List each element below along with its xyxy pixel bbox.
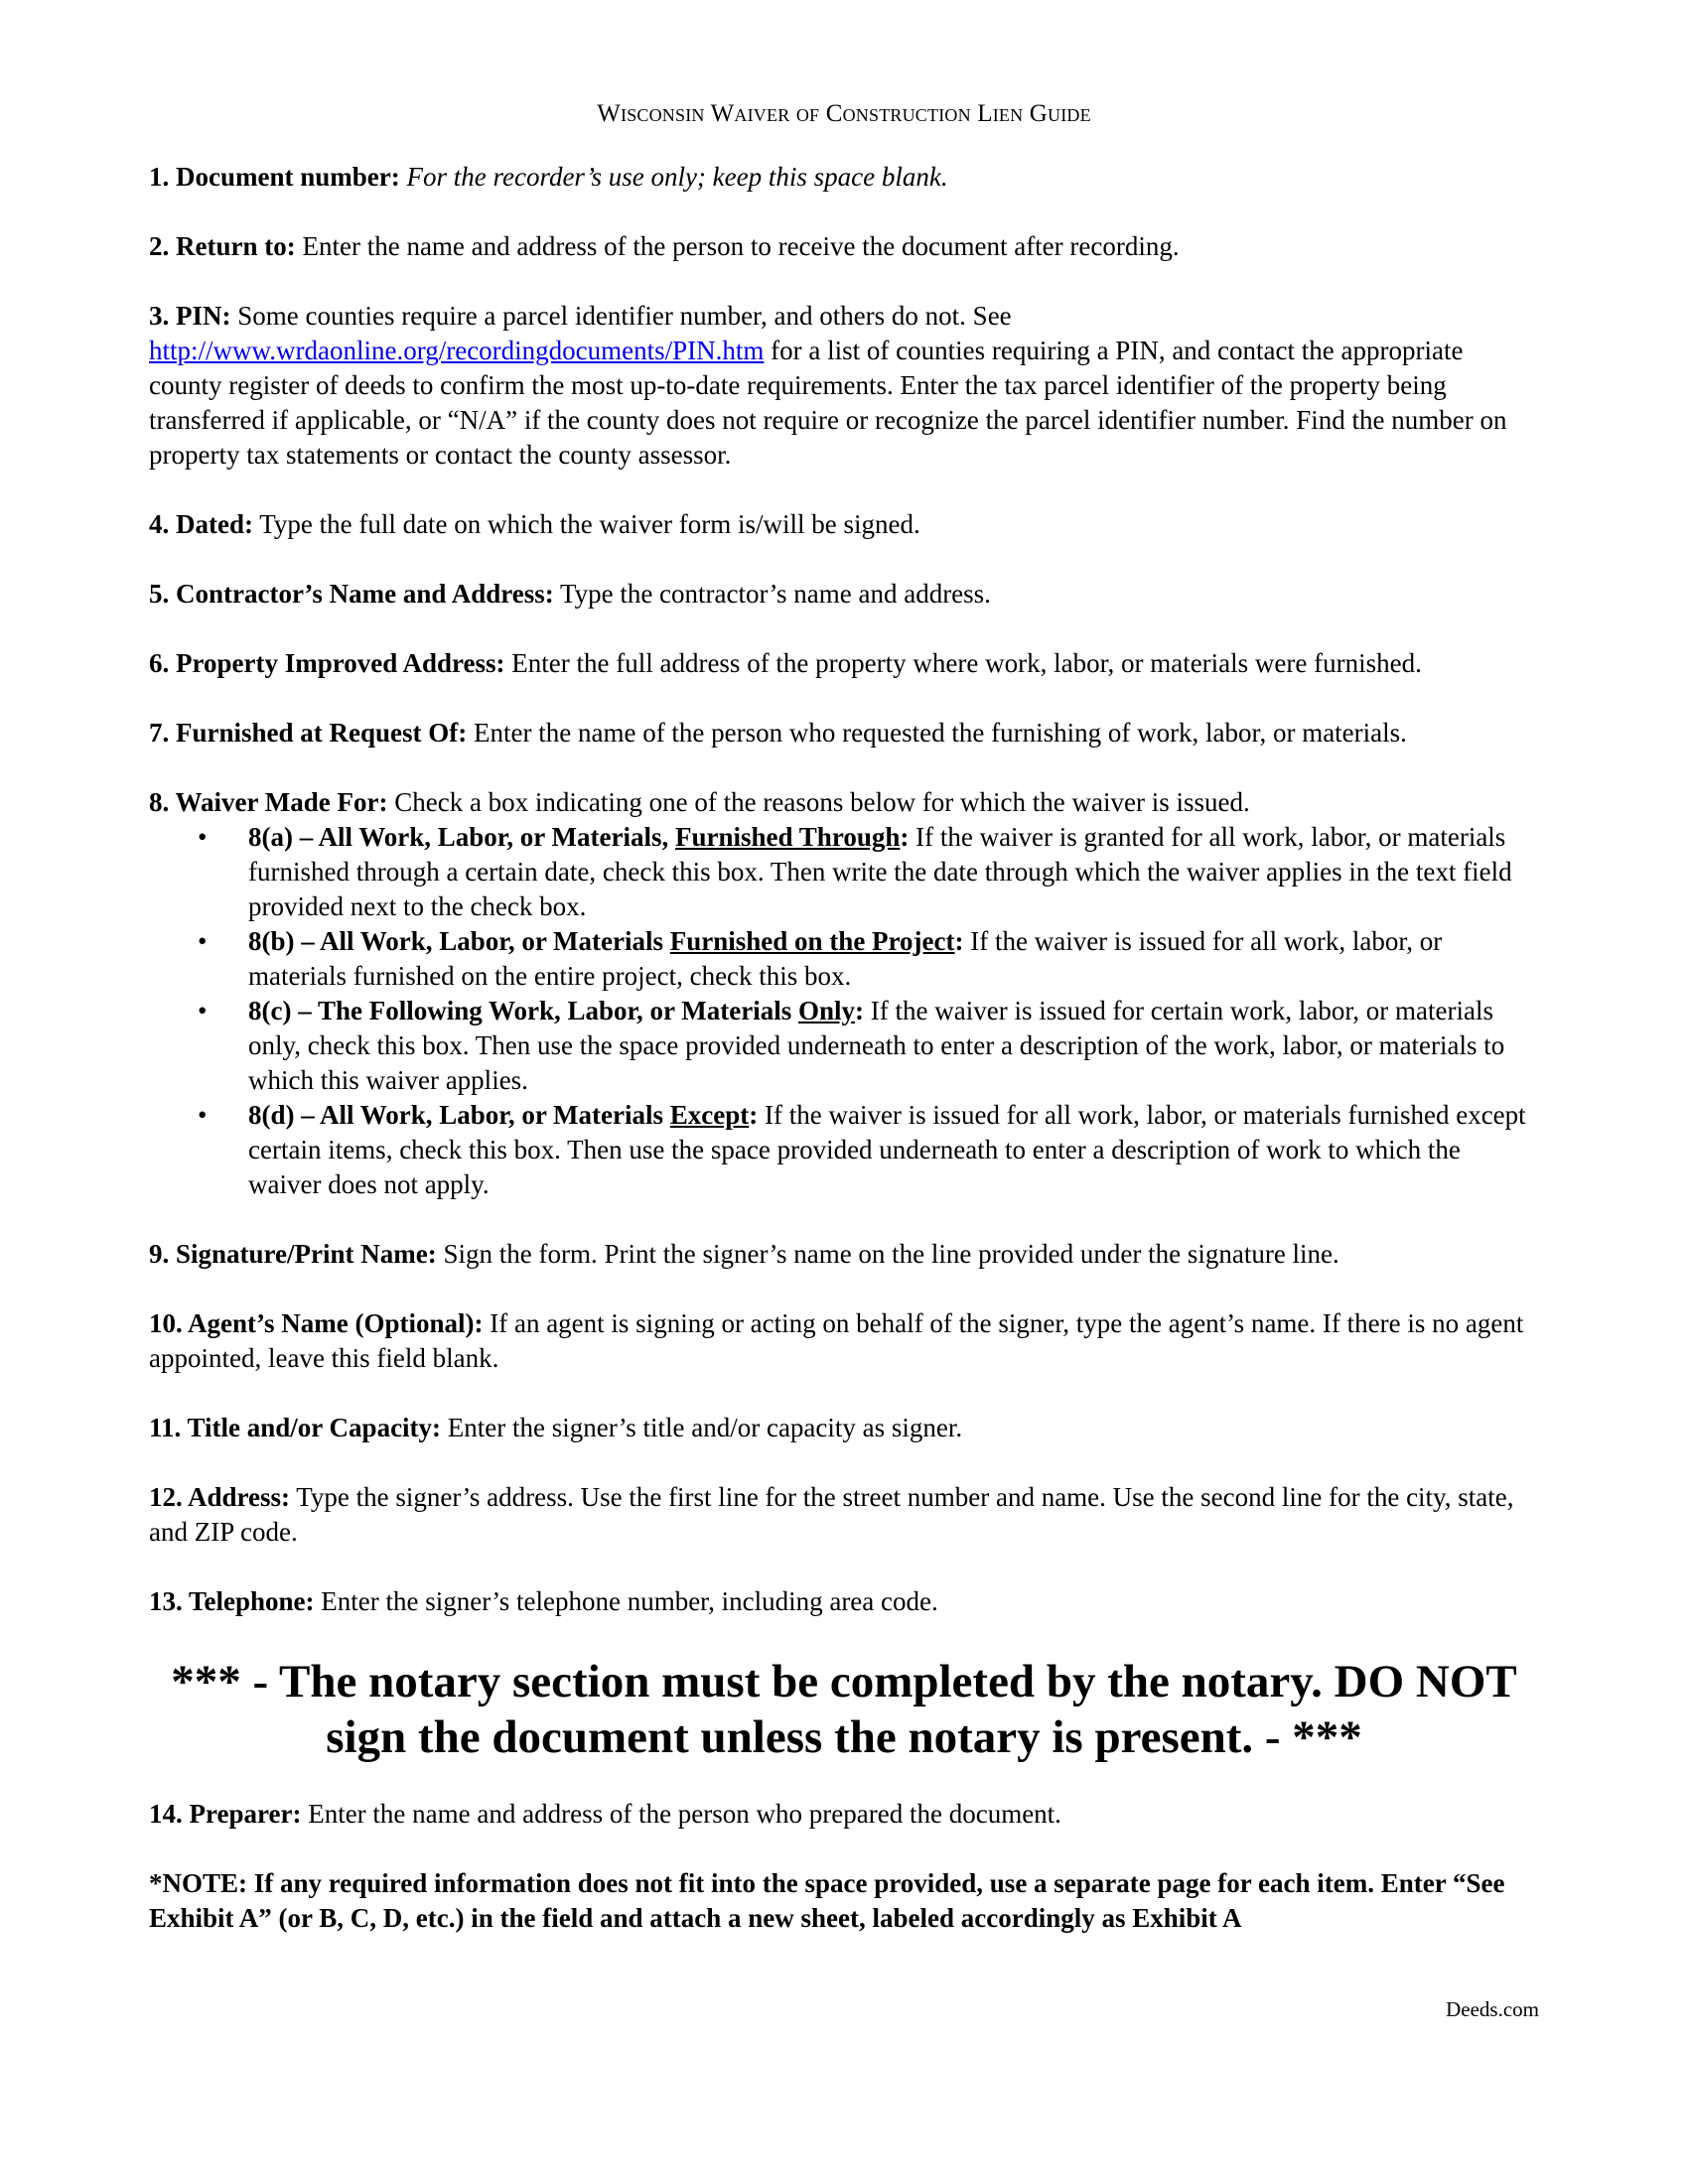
item-underlined: Furnished on the Project (669, 926, 955, 956)
section-text: Check a box indicating one of the reasons below for which the waiver is issued. (394, 787, 1250, 817)
section-text: Enter the name and address of the person who prepared the document. (308, 1799, 1061, 1829)
section-preparer (149, 1797, 1539, 1832)
section-agent-name (149, 1306, 1539, 1376)
section-text: for a list of counties requiring a PIN, and contact the appropriate county register of deeds to confirm the most up-to-date requirements. Enter the tax parcel identifier of the property being transferred if applicable, or “N/A” if the county does not require or recognize the parcel identifier number. Find the number on property tax statements or contact the county assessor. (149, 336, 1507, 470)
section-text: Enter the name of the person who requested the furnishing of work, labor, or materials. (474, 718, 1407, 748)
section-text: Enter the full address of the property where work, labor, or materials were furnished. (511, 648, 1422, 678)
section-property-address (149, 646, 1539, 681)
section-label: 1. Document number: (149, 162, 400, 192)
section-text: Type the signer’s address. Use the first line for the street number and name. Use the second line for the city, state, and ZIP code. (149, 1482, 1514, 1547)
note-exhibit: *NOTE: If any required information does not fit into the space provided, use a separate page for each item. Enter “See Exhibit A” (or B, C, D, etc.) in the field and attach a new sheet, labeled accordingly as Exhibit A (149, 1868, 1505, 1933)
section-label: 12. Address: (149, 1482, 291, 1512)
item-text: If the waiver is issued for all work, labor, or materials furnished except certain items, check this box. Then use the space provided underneath to enter a description of work to which the waiver does not apply. (248, 1100, 1526, 1199)
item-underlined: Only (798, 996, 856, 1025)
item-colon: : (954, 926, 964, 956)
item-label: 8(c) – The Following Work, Labor, or Materials (248, 996, 792, 1025)
section-telephone (149, 1584, 1539, 1619)
item-label: 8(b) – All Work, Labor, or Materials (248, 926, 664, 956)
footer-brand: Deeds.com (1446, 1997, 1539, 2021)
document-page (149, 99, 1539, 1963)
section-label: 14. Preparer: (149, 1799, 302, 1829)
section-dated (149, 507, 1539, 542)
section-furnished-request (149, 716, 1539, 751)
pin-link[interactable]: http://www.wrdaonline.org/recordingdocuments/PIN.htm (149, 336, 765, 365)
item-colon: : (900, 822, 910, 852)
item-text: If the waiver is granted for all work, labor, or materials furnished through a certain date, check this box. Then write the date through which the waiver applies in the text field provided next to the check box. (248, 822, 1512, 921)
section-address (149, 1480, 1539, 1550)
bullet-icon: • (198, 822, 208, 852)
section-text: Enter the signer’s title and/or capacity as signer. (447, 1413, 963, 1442)
section-contractor (149, 577, 1539, 612)
section-label: 13. Telephone: (149, 1586, 315, 1616)
item-label: 8(a) – All Work, Labor, or Materials, (248, 822, 669, 852)
section-text: Enter the signer’s telephone number, including area code. (321, 1586, 938, 1616)
bullet-icon: • (198, 1100, 208, 1130)
section-label: 8. Waiver Made For: (149, 787, 388, 817)
section-label: 11. Title and/or Capacity: (149, 1413, 442, 1442)
section-text: Enter the name and address of the person to receive the document after recording. (302, 231, 1180, 261)
section-label: 7. Furnished at Request Of: (149, 718, 468, 748)
item-text: If the waiver is issued for all work, labor, or materials furnished on the entire project, check this box. (248, 926, 1443, 991)
section-pin (149, 299, 1539, 473)
section-document-number (149, 160, 1539, 195)
section-text: Sign the form. Print the signer’s name on the line provided under the signature line. (443, 1239, 1339, 1269)
item-underlined: Except (669, 1100, 750, 1130)
list-item (198, 820, 1539, 924)
item-colon: : (855, 996, 865, 1025)
section-text: For the recorder’s use only; keep this space blank. (406, 162, 948, 192)
section-label: 3. PIN: (149, 301, 231, 331)
section-return-to (149, 229, 1539, 264)
section-label: 9. Signature/Print Name: (149, 1239, 437, 1269)
item-text: If the waiver is issued for certain work, labor, or materials only, check this box. Then use the space provided underneath to enter a description of the work, labor, or materials to which this waiver applies. (248, 996, 1505, 1095)
bullet-icon: • (198, 926, 208, 956)
section-label: 10. Agent’s Name (Optional): (149, 1308, 484, 1338)
page-title: Wisconsin Waiver of Construction Lien Guide (597, 100, 1091, 127)
section-label: 6. Property Improved Address: (149, 648, 505, 678)
section-label: 4. Dated: (149, 509, 253, 539)
section-label: 2. Return to: (149, 231, 296, 261)
item-colon: : (749, 1100, 759, 1130)
section-label: 5. Contractor’s Name and Address: (149, 579, 554, 609)
item-label: 8(d) – All Work, Labor, or Materials (248, 1100, 664, 1130)
section-signature (149, 1237, 1539, 1272)
waiver-options-list (149, 820, 1539, 1202)
notary-warning: *** - The notary section must be completed by the notary. DO NOT sign the document unless the notary is present. - *** (171, 1656, 1517, 1763)
item-underlined: Furnished Through (675, 822, 901, 852)
section-waiver-made-for (149, 785, 1539, 1202)
section-text: Type the full date on which the waiver form is/will be signed. (259, 509, 920, 539)
section-title-capacity (149, 1411, 1539, 1445)
section-text: Type the contractor’s name and address. (559, 579, 991, 609)
list-item (198, 924, 1539, 994)
list-item (198, 994, 1539, 1098)
section-text: Some counties require a parcel identifier number, and others do not. See (237, 301, 1012, 331)
section-text: If an agent is signing or acting on behalf of the signer, type the agent’s name. If there is no agent appointed, leave this field blank. (149, 1308, 1524, 1373)
bullet-icon: • (198, 996, 208, 1025)
list-item (198, 1098, 1539, 1202)
